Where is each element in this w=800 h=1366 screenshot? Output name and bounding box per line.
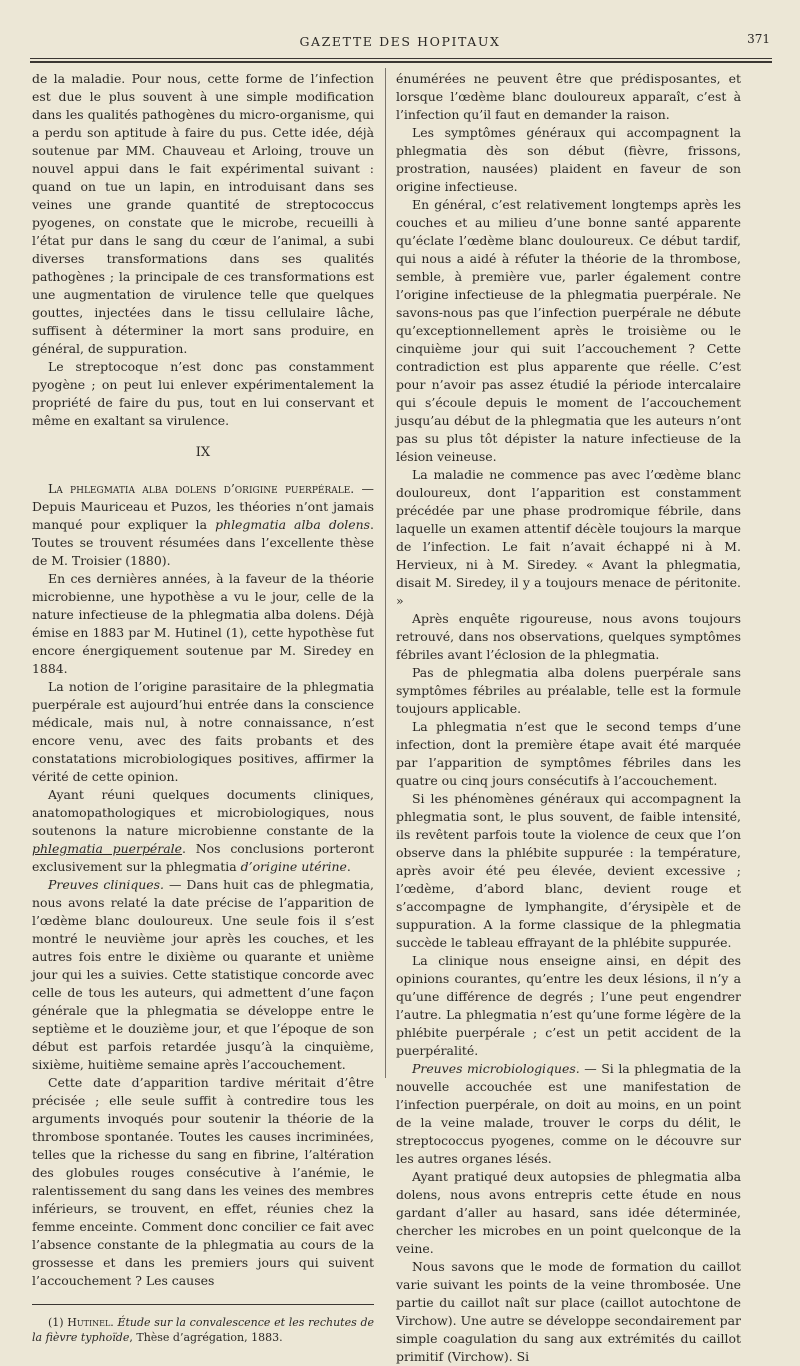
subheading: Preuves microbiologiques. (412, 1061, 580, 1076)
paragraph: énumérées ne peuvent être que prédisposantes, et lorsque l’œdème blanc douloureux apparaît, c’est à l’infection qu’il faut en demander la raison. (396, 71, 741, 122)
right-column (396, 70, 741, 1366)
paragraph (32, 480, 374, 570)
column-divider (385, 68, 386, 1078)
running-header (0, 32, 800, 54)
paragraph: La maladie ne commence pas avec l’œdème blanc douloureux, dont l’apparition est constamment précédée par une phase prodromique fébrile, dans laquelle un examen attentif décèle toujours la marque de l’infection. Le fait n’avait échappé ni à M. Hervieux, ni à M. Siredey. « Avant la phlegmatia, disait M. Siredey, il y a toujours menace de péritonite. » (396, 467, 741, 608)
text-run: . (346, 859, 351, 874)
paragraph: En ces dernières années, à la faveur de la théorie microbienne, une hypothèse a vu le jour, celle de la nature infectieuse de la phlegmatia alba dolens. Déjà émise en 1883 par M. Hutinel (1), cette hypothèse fut encore énergiquement soutenue par M. Siredey en 1884. (32, 571, 374, 676)
text-run: . Nos conclusions porteront exclusivement sur la phlegmatia (32, 841, 374, 874)
text-run: . Toutes se trouvent résumées dans l’excellente thèse de M. Troisier (1880). (32, 517, 374, 568)
paragraph: Cette date d’apparition tardive méritait d’être précisée ; elle seule suffit à contredire tous les arguments invoqués pour soutenir la théorie de la thrombose spontanée. Toutes les causes incriminées, telles que la richesse du sang en fibrine, l’altération des globules rouges consécutive à l’anémie, le ralentissement du sang dans les veines des membres inférieurs, se trouvent, en effet, réunies chez la femme enceinte. Comment donc concilier ce fait avec l’absence constante de la phlegmatia au cours de la grossesse et dans les premiers jours qui suivent l’accouchement ? Les causes (32, 1075, 374, 1288)
text-run: — Si la phlegmatia de la nouvelle accouchée est une manifestation de l’infection puerpérale, on doit au moins, en un point de la veine malade, trouver le corps du délit, le streptococcus pyogenes, comme on le découvre sur les autres organes lésés. (396, 1061, 741, 1166)
section-lead: La phlegmatia alba dolens d’origine puerpérale. (48, 481, 355, 496)
text-run: — Dans huit cas de phlegmatia, nous avons relaté la date précise de l’apparition de l’œdème blanc douloureux. Une seule fois il s’est montré le neuvième jour après les couches, et les autres fois entre le dixième ou quarante et unième jour qui les a suivies. Cette statistique concorde avec celle de tous les auteurs, qui admettent d’une façon générale que la phlegmatia se développe entre le septième et le douzième jour, et que l’époque de son début est parfois retardée jusqu’à la cinquième, sixième, huitième semaine après l’accouchement. (32, 877, 374, 1072)
paragraph (396, 1060, 741, 1168)
paragraph: Pas de phlegmatia alba dolens puerpérale sans symptômes fébriles au préalable, telle est la formule toujours applicable. (396, 665, 741, 716)
paragraph (32, 786, 374, 876)
footnote-rule (32, 1304, 374, 1305)
paragraph: Les symptômes généraux qui accompagnent la phlegmatia dès son début (fièvre, frissons, prostration, nausées) plaident en faveur de son origine infectieuse. (396, 125, 741, 194)
paragraph (32, 876, 374, 1074)
paragraph: La phlegmatia n’est que le second temps d’une infection, dont la première étape avait été marquée par l’apparition de symptômes fébriles dans les quatre ou cinq jours consécutifs à l’accouchement. (396, 719, 741, 788)
journal-title: GAZETTE DES HOPITAUX (299, 34, 501, 49)
footnote-title: Étude sur la convalescence et les rechutes de la fièvre typhoïde (32, 1316, 374, 1344)
paragraph: Ayant pratiqué deux autopsies de phlegmatia alba dolens, nous avons entrepris cette étude en nous gardant d’aller au hasard, sans idée déterminée, chercher les microbes en un point quelconque de la veine. (396, 1169, 741, 1256)
subheading: Preuves cliniques. (48, 877, 165, 892)
header-rule (30, 58, 772, 59)
italic-run: d’origine utérine (240, 859, 347, 874)
underlined-run: phlegmatia puerpérale (32, 841, 182, 856)
text-run: , Thèse d’agrégation, 1883. (129, 1331, 283, 1344)
paragraph: Si les phénomènes généraux qui accompagnent la phlegmatia sont, le plus souvent, de faible intensité, ils revêtent parfois toute la violence de ceux que l’on observe dans la phlébite suppurée : la température, après avoir été peu élevée, devient excessive ; l’œdème, d’abord blanc, devient rouge et s’accompagne de lymphangite, d’érysipèle et de suppuration. A la forme classique de la phlegmatia succède le tableau effrayant de la phlébite suppurée. (396, 791, 741, 950)
text-run: Ayant réuni quelques documents cliniques, anatomopathologiques et microbiologiques, nous soutenons la nature microbienne constante de la (32, 787, 374, 838)
section-heading: IX (195, 445, 211, 460)
italic-run: phlegmatia alba dolens (215, 517, 371, 532)
header-rule-thick (30, 61, 772, 63)
paragraph: Nous savons que le mode de formation du caillot varie suivant les points de la veine thrombosée. Une partie du caillot naît sur place (caillot autochtone de Virchow). Une autre se développe secondairement par simple coagulation du sang aux extrémités du caillot primitif (Virchow). Si (396, 1259, 741, 1364)
text-run: — Depuis Mauriceau et Puzos, les théories n’ont jamais manqué pour expliquer la (32, 481, 374, 532)
footnote-author: Hutinel. (67, 1316, 114, 1329)
footnote (32, 1315, 374, 1345)
paragraph: Après enquête rigoureuse, nous avons toujours retrouvé, dans nos observations, quelques symptômes fébriles avant l’éclosion de la phlegmatia. (396, 611, 741, 662)
paragraph: La notion de l’origine parasitaire de la phlegmatia puerpérale est aujourd’hui entrée dans la conscience médicale, mais nul, à notre connaissance, n’est encore venu, avec des faits probants et des constatations microbiologiques positives, affirmer la vérité de cette opinion. (32, 679, 374, 784)
left-column (32, 70, 374, 1345)
paragraph: La clinique nous enseigne ainsi, en dépit des opinions courantes, qu’entre les deux lésions, il n’y a qu’une différence de degrés ; l’une peut engendrer l’autre. La phlegmatia n’est qu’une forme légère de la phlébite puerpérale ; c’est un petit accident de la puerpéralité. (396, 953, 741, 1058)
page-number: 371 (747, 32, 770, 46)
footnote-number: (1) (48, 1316, 68, 1329)
paragraph: de la maladie. Pour nous, cette forme de l’infection est due le plus souvent à une simple modification dans les qualités pathogènes du micro-organisme, qui a perdu son aptitude à faire du pus. Cette idée, déjà soutenue par MM. Chauveau et Arloing, trouve un nouvel appui dans le fait expérimental suivant : quand on tue un lapin, en introduisant dans ses veines une grande quantité de streptococcus pyogenes, on constate que le microbe, recueilli à l’état pur dans le sang du cœur de l’animal, a subi diverses transformations dans ses qualités pathogènes ; la principale de ces transformations est une augmentation de virulence telle que quelques gouttes, injectées dans le tissu cellulaire lâche, suffisent à déterminer la mort sans produire, en général, de suppuration. (32, 71, 374, 356)
paragraph: En général, c’est relativement longtemps après les couches et au milieu d’une bonne santé apparente qu’éclate l’œdème blanc douloureux. Ce début tardif, qui nous a aidé à réfuter la théorie de la thrombose, semble, à première vue, parler également contre l’origine infectieuse de la phlegmatia puerpérale. Ne savons-nous pas que l’infection puerpérale ne débute qu’exceptionnellement après le troisième ou le cinquième jour qui suit l’accouchement ? Cette contradiction est plus apparente que réelle. C’est pour n’avoir pas assez étudié la période intercalaire qui s’écoule depuis le moment de l’accouchement jusqu’au début de la phlegmatia que les auteurs n’ont pas su plus tôt dépister la nature infectieuse de la lésion veineuse. (396, 197, 741, 464)
paragraph: Le streptocoque n’est donc pas constamment pyogène ; on peut lui enlever expérimentalement la propriété de faire du pus, tout en lui conservant et même en exaltant sa virulence. (32, 359, 374, 428)
